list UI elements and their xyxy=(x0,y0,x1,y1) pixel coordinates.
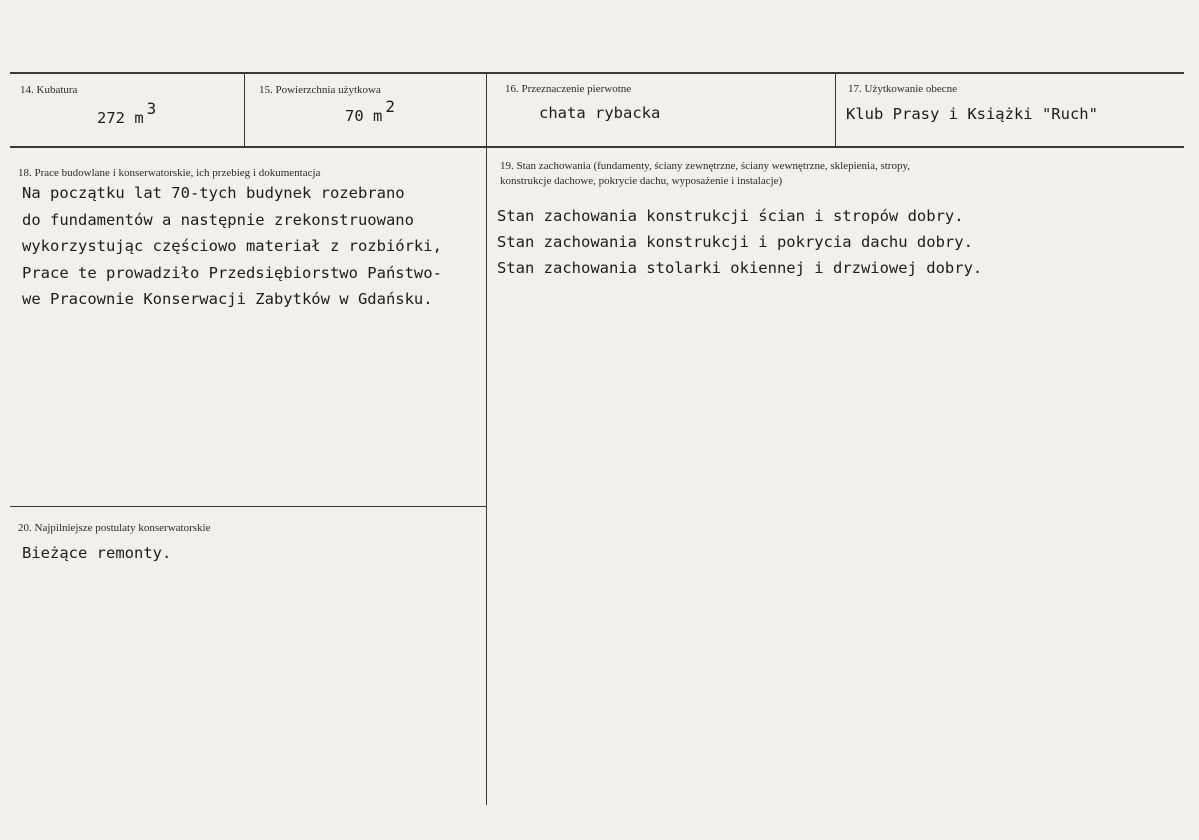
powierzchnia-value: 70 m xyxy=(345,107,383,125)
top-rule xyxy=(10,72,1184,74)
field-17-label: 17. Użytkowanie obecne xyxy=(848,83,958,95)
field-18-line: do fundamentów a następnie zrekonstruowano xyxy=(22,210,414,229)
field-14-value xyxy=(97,99,157,127)
powierzchnia-exponent: 2 xyxy=(385,97,395,116)
divider-16-17 xyxy=(835,73,836,147)
field-18-line: Na początku lat 70-tych budynek rozebrano xyxy=(22,184,405,202)
field-18-line: wykorzystując częściowo materiał z rozbiórki, xyxy=(22,237,442,255)
divider-15-16 xyxy=(486,73,487,147)
field-18-label: 18. Prace budowlane i konserwatorskie, ich przebieg i dokumentacja xyxy=(18,167,321,179)
divider-14-15 xyxy=(244,73,245,147)
field-15-value xyxy=(345,97,395,125)
kubatura-value: 272 m xyxy=(97,109,144,127)
field-18-line: we Pracownie Konserwacji Zabytków w Gdańsku. xyxy=(22,290,433,308)
field-19-label-line1: 19. Stan zachowania (fundamenty, ściany zewnętrzne, ściany wewnętrzne, sklepienia, stropy, xyxy=(500,160,911,172)
row1-bottom-rule xyxy=(10,146,1184,148)
field-19-line: Stan zachowania konstrukcji i pokrycia dachu dobry. xyxy=(497,233,973,251)
kubatura-exponent: 3 xyxy=(146,99,157,118)
field18-bottom-rule xyxy=(10,506,486,507)
field-18-text xyxy=(22,180,442,313)
field-18-line: Prace te prowadziło Przedsiębiorstwo Państwo- xyxy=(22,263,442,282)
field-19-text xyxy=(497,203,982,281)
field-20-label: 20. Najpilniejsze postulaty konserwatorskie xyxy=(18,522,211,534)
field-14-label: 14. Kubatura xyxy=(20,84,78,96)
field-15-label: 15. Powierzchnia użytkowa xyxy=(259,84,381,96)
field-20-value: Bieżące remonty. xyxy=(22,544,172,562)
field-19-line: Stan zachowania konstrukcji ścian i stropów dobry. xyxy=(497,207,964,225)
field-19-label-line2: konstrukcje dachowe, pokrycie dachu, wyposażenie i instalacje) xyxy=(500,175,783,187)
field-16-value: chata rybacka xyxy=(539,104,661,122)
field-19-line: Stan zachowania stolarki okiennej i drzwiowej dobry. xyxy=(497,259,983,277)
field-17-value: Klub Prasy i Książki "Ruch" xyxy=(846,105,1098,123)
field-16-label: 16. Przeznaczenie pierwotne xyxy=(505,83,632,95)
main-column-divider xyxy=(486,147,487,805)
